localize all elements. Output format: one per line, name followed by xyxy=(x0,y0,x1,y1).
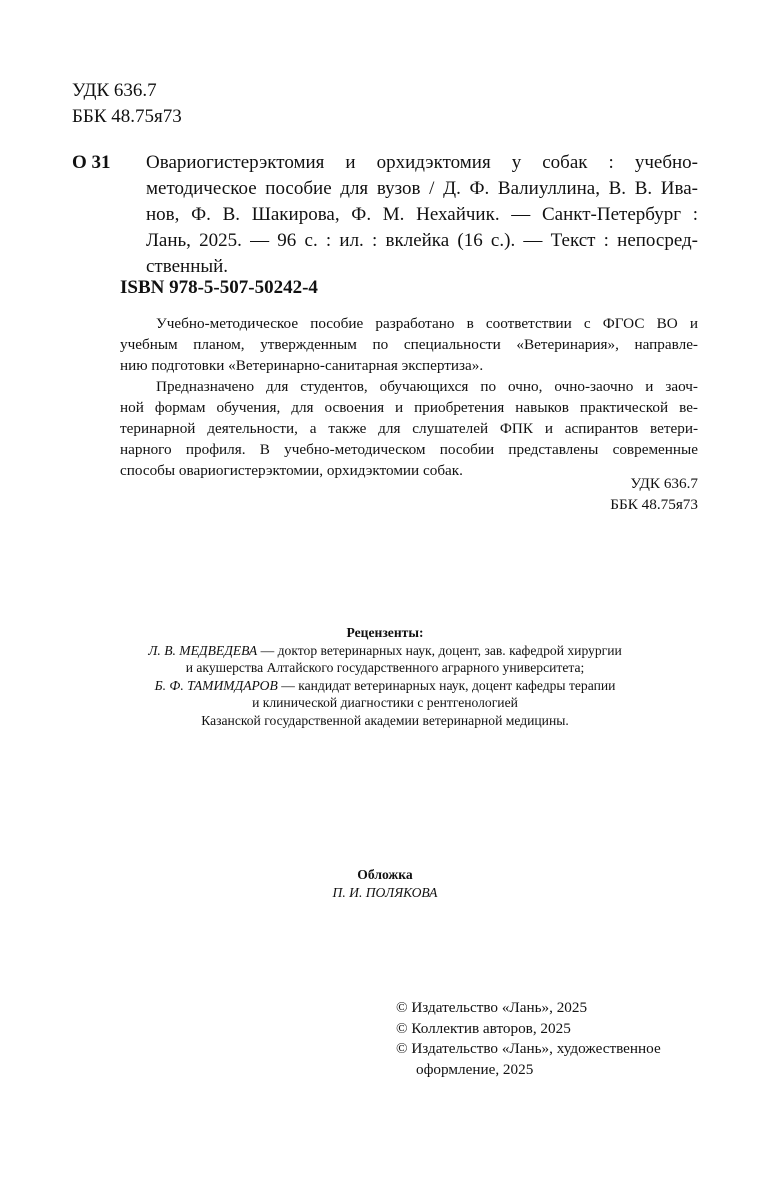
reviewers-block xyxy=(100,624,670,729)
copyright-line: © Издательство «Лань», художественное xyxy=(396,1040,661,1057)
annotation-line: нарного профиля. В учебно-методическом пособии представлены современные xyxy=(120,441,698,458)
annotation-line: нию подготовки «Ветеринарно-санитарная экспертиза». xyxy=(120,357,484,374)
annotation-line: учебным планом, утвержденным по специальности «Ветеринария», направле- xyxy=(120,336,698,353)
biblio-line: Лань, 2025. — 96 с. : ил. : вклейка (16 с.). — Текст : непосред- xyxy=(146,230,698,251)
author-mark: О 31 xyxy=(72,152,111,173)
bibliographic-description xyxy=(146,150,698,280)
reviewer-2-affiliation: Казанской государственной академии ветеринарной медицины. xyxy=(201,712,569,728)
bbk-code: ББК 48.75я73 xyxy=(610,496,698,513)
annotation-line: Предназначено для студентов, обучающихся по очно, очно-заочно и заоч- xyxy=(156,378,698,395)
reviewer-1-name: Л. В. МЕДВЕДЕВА xyxy=(148,642,258,658)
udk-code: УДК 636.7 xyxy=(630,475,698,492)
bbk-code: ББК 48.75я73 xyxy=(72,106,182,127)
udk-bbk-header xyxy=(72,78,182,130)
copyright-line: © Издательство «Лань», 2025 xyxy=(396,999,588,1016)
udk-bbk-footer xyxy=(610,473,698,515)
reviewer-2-name: Б. Ф. ТАМИМДАРОВ xyxy=(154,677,278,693)
reviewer-1-credentials: — доктор ветеринарных наук, доцент, зав. кафедрой хирургии xyxy=(257,642,622,658)
isbn: ISBN 978-5-507-50242-4 xyxy=(120,277,318,298)
biblio-line: нов, Ф. В. Шакирова, Ф. М. Нехайчик. — Санкт-Петербург : xyxy=(146,204,698,225)
udk-code: УДК 636.7 xyxy=(72,80,157,101)
reviewers-heading: Рецензенты: xyxy=(346,625,424,640)
annotation-line: ной формам обучения, для освоения и приобретения навыков практической ве- xyxy=(120,399,698,416)
cover-credit xyxy=(100,866,670,902)
cover-artist: П. И. ПОЛЯКОВА xyxy=(332,885,438,900)
reviewer-2 xyxy=(100,677,670,695)
reviewer-1-affiliation: и акушерства Алтайского государственного аграрного университета; xyxy=(185,660,585,675)
cover-heading: Обложка xyxy=(357,867,413,882)
annotation xyxy=(120,313,698,481)
copyright-block xyxy=(396,998,661,1080)
biblio-line: ственный. xyxy=(146,256,229,277)
annotation-line: способы овариогистерэктомии, орхидэктомии собак. xyxy=(120,462,463,479)
biblio-line: Овариогистерэктомия и орхидэктомия у собак : учебно- xyxy=(146,152,698,173)
copyright-line: © Коллектив авторов, 2025 xyxy=(396,1019,571,1037)
reviewer-2-department: и клинической диагностики с рентгенологией xyxy=(252,695,518,710)
annotation-line: теринарной деятельности, а также для слушателей ФПК и аспирантов ветери- xyxy=(120,420,698,437)
copyright-line: оформление, 2025 xyxy=(416,1060,534,1078)
annotation-line: Учебно-методическое пособие разработано в соответствии с ФГОС ВО и xyxy=(156,315,698,332)
biblio-line: методическое пособие для вузов / Д. Ф. Валиуллина, В. В. Ива- xyxy=(146,178,698,199)
reviewer-2-credentials: — кандидат ветеринарных наук, доцент кафедры терапии xyxy=(277,677,616,693)
reviewer-1 xyxy=(100,642,670,660)
